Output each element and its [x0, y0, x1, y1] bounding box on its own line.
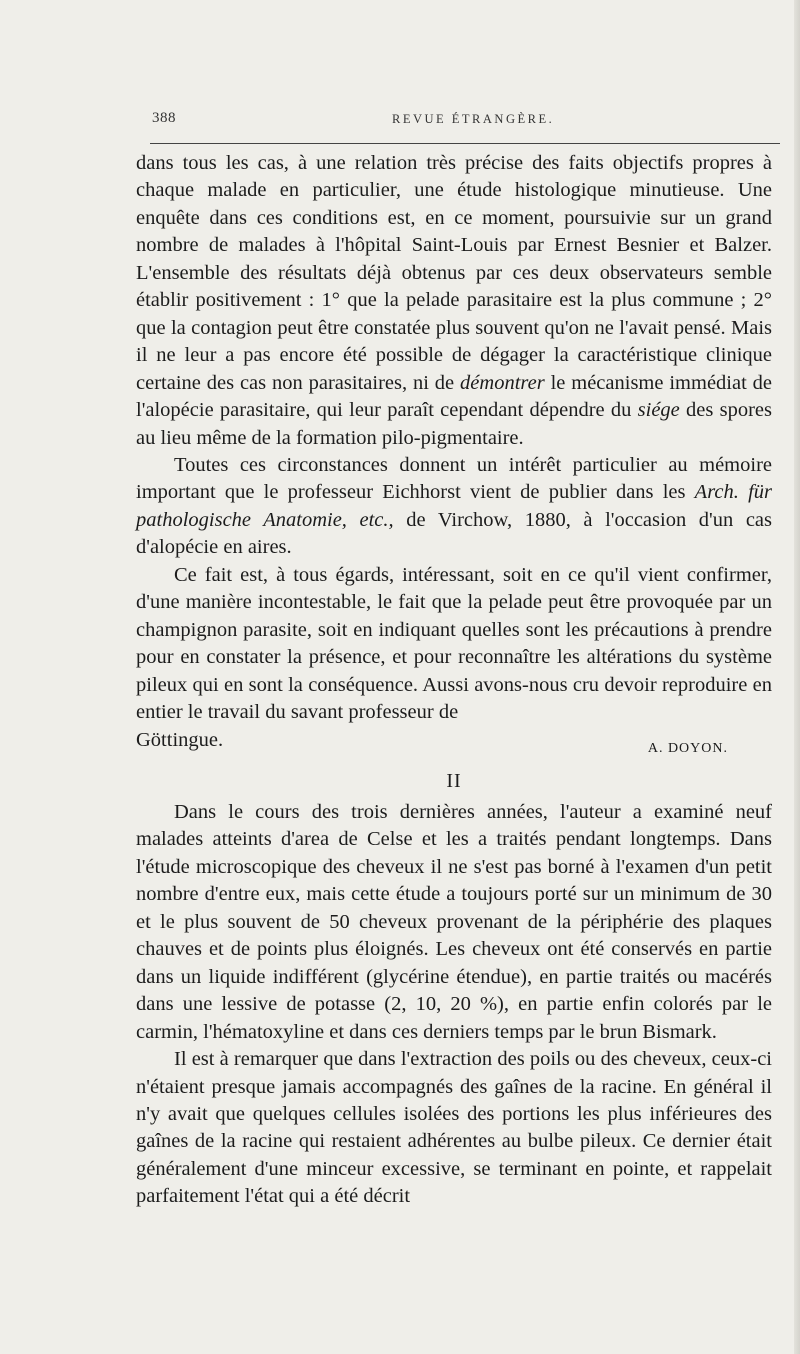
running-title: REVUE ÉTRANGÈRE.	[392, 112, 555, 126]
emphasis-demontrer: démontrer	[460, 371, 545, 394]
paragraph-3-last-word: Göttingue.	[136, 728, 224, 751]
page-edge	[794, 0, 800, 1354]
paragraph-2	[136, 452, 772, 562]
paragraph-2-text: Toutes ces circonstances donnent un intérêt particulier au mémoire important que le professeur Eichhorst vient de publier dans les	[136, 453, 772, 504]
paragraph-1-text-mid: le mécanisme immédiat de l'alopécie parasitaire, qui leur paraît cependant dépendre du	[136, 371, 773, 422]
paragraph-1-text: dans tous les cas, à une relation très précise des faits objectifs propres à chaque malade en particulier, une étude histologique minutieuse. Une enquête dans ces conditions est, en ce moment, poursuivie sur un grand nombre de malades à l'hôpital Saint-Louis par Ernest Besnier et Balzer. L'ensemble des résultats déjà obtenus par ces deux observateurs semble établir positivement : 1° que la pelade parasitaire est la plus commune ; 2° que la contagion peut être constatée plus souvent qu'on ne l'avait pensé. Mais il ne leur a pas encore été possible de dégager la caractéristique clinique certaine des cas non parasitaires, ni de	[136, 152, 772, 394]
header-rule	[150, 143, 780, 144]
paragraph-5: Il est à remarquer que dans l'extraction des poils ou des cheveux, ceux-ci n'étaient presque jamais accompagnés des gaînes de la racine. En général il n'y avait que quelques cellules isolées des portions les plus inférieures des gaînes de la racine qui restaient adhérentes au bulbe pileux. Ce dernier était généralement d'une minceur excessive, se terminant en pointe, et rappelait parfaitement l'état qui a été décrit	[136, 1048, 772, 1208]
emphasis-siege: siége	[637, 399, 680, 422]
paragraph-2-text-end: de Virchow, 1880, à l'occasion d'un cas d'alopécie en aires.	[136, 508, 772, 559]
author-signature: A. DOYON.	[647, 740, 728, 756]
section-number: II	[446, 769, 462, 792]
paragraph-1-text-end: des spores au lieu même de la formation pilo-pigmentaire.	[136, 399, 773, 449]
paragraph-4: Dans le cours des trois dernières années, l'auteur a examiné neuf malades atteints d'area de Celse et les a traités pendant longtemps. Dans l'étude microscopique des cheveux il ne s'est pas borné à l'examen d'un petit nombre d'entre eux, mais cette étude a toujours porté sur un minimum de 30 et le plus souvent de 50 cheveux provenant de la périphérie des plaques chauves et de points plus éloignés. Les cheveux ont été conservés en partie dans un liquide indifférent (glycérine étendue), en partie traités ou macérés dans une lessive de potasse (2, 10, 20 %), en partie enfin colorés par le carmin, l'hématoxyline et dans ces derniers temps par le brun Bismark.	[136, 800, 772, 1043]
page-header	[152, 110, 762, 134]
signature-line	[136, 727, 772, 754]
paragraph-1	[136, 150, 772, 452]
page-number: 388	[152, 110, 176, 126]
journal-title: Arch. für pathologische Anatomie, etc.,	[136, 481, 772, 531]
paragraph-3: Ce fait est, à tous égards, intéressant, soit en ce qu'il vient confirmer, d'une manière incontestable, le fait que la pelade peut être provoquée par un champignon parasite, soit en indiquant quelles sont les précautions à prendre pour en constater la présence, et pour reconnaître les altérations du système pileux qui en sont la conséquence. Aussi avons-nous cru devoir reproduire en entier le travail du savant professeur de	[136, 563, 772, 724]
page-body	[136, 150, 772, 1211]
